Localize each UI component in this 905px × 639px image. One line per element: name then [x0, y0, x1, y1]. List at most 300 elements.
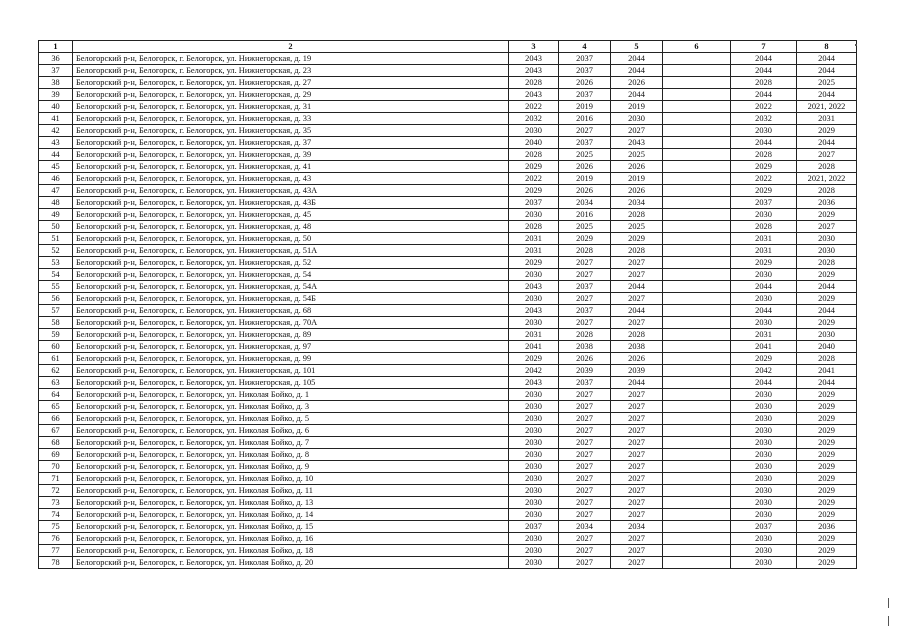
col-5-value-cell: 2044: [611, 281, 663, 293]
row-number-cell: 47: [39, 185, 73, 197]
col-8-value-cell: 2044: [797, 53, 857, 65]
col-8-value-cell: 2028: [797, 185, 857, 197]
col-5-value-cell: 2019: [611, 173, 663, 185]
row-number-cell: 48: [39, 197, 73, 209]
col-3-value-cell: 2029: [509, 161, 559, 173]
table-row: [39, 533, 857, 545]
address-cell: Белогорский р-н, Белогорск, г. Белогорск, ул. Нижнегорская, д. 50: [73, 233, 509, 245]
table-row: [39, 209, 857, 221]
row-number-cell: 42: [39, 125, 73, 137]
col-6-value-cell: [663, 293, 731, 305]
col-3-value-cell: 2042: [509, 365, 559, 377]
col-5-value-cell: 2043: [611, 137, 663, 149]
table-row: [39, 233, 857, 245]
address-cell: Белогорский р-н, Белогорск, г. Белогорск, ул. Николая Бойко, д. 11: [73, 485, 509, 497]
row-number-cell: 77: [39, 545, 73, 557]
address-cell: Белогорский р-н, Белогорск, г. Белогорск, ул. Нижнегорская, д. 54: [73, 269, 509, 281]
col-6-value-cell: [663, 545, 731, 557]
col-6-value-cell: [663, 137, 731, 149]
col-8-value-cell: 2029: [797, 533, 857, 545]
table-row: [39, 269, 857, 281]
row-number-cell: 76: [39, 533, 73, 545]
col-4-value-cell: 2028: [559, 245, 611, 257]
row-number-cell: 43: [39, 137, 73, 149]
col-5-value-cell: 2026: [611, 77, 663, 89]
col-8-value-cell: 2029: [797, 401, 857, 413]
table-row: [39, 293, 857, 305]
col-5-value-cell: 2027: [611, 389, 663, 401]
row-number-cell: 39: [39, 89, 73, 101]
col-3-value-cell: 2030: [509, 401, 559, 413]
row-number-cell: 71: [39, 473, 73, 485]
address-cell: Белогорский р-н, Белогорск, г. Белогорск, ул. Нижнегорская, д. 99: [73, 353, 509, 365]
row-number-cell: 66: [39, 413, 73, 425]
scan-mark: [888, 598, 889, 608]
table-header: [39, 41, 857, 53]
col-3-value-cell: 2028: [509, 221, 559, 233]
col-8-value-cell: 2044: [797, 305, 857, 317]
col-6-value-cell: [663, 269, 731, 281]
col-6-value-cell: [663, 197, 731, 209]
col-7-value-cell: 2030: [731, 401, 797, 413]
col-3-value-cell: 2030: [509, 557, 559, 569]
table-row: [39, 257, 857, 269]
col-6-value-cell: [663, 209, 731, 221]
col-4-value-cell: 2034: [559, 521, 611, 533]
col-8-value-cell: 2029: [797, 449, 857, 461]
address-cell: Белогорский р-н, Белогорск, г. Белогорск, ул. Николая Бойко, д. 20: [73, 557, 509, 569]
col-4-value-cell: 2027: [559, 449, 611, 461]
address-cell: Белогорский р-н, Белогорск, г. Белогорск, ул. Нижнегорская, д. 52: [73, 257, 509, 269]
col-6-value-cell: [663, 413, 731, 425]
col-4-value-cell: 2016: [559, 113, 611, 125]
col-8-value-cell: 2029: [797, 293, 857, 305]
column-header-7: 7: [731, 41, 797, 53]
col-8-value-cell: 2028: [797, 161, 857, 173]
table-row: [39, 353, 857, 365]
col-8-value-cell: 2029: [797, 461, 857, 473]
col-7-value-cell: 2028: [731, 77, 797, 89]
address-cell: Белогорский р-н, Белогорск, г. Белогорск, ул. Нижнегорская, д. 37: [73, 137, 509, 149]
col-7-value-cell: 2031: [731, 233, 797, 245]
col-3-value-cell: 2030: [509, 461, 559, 473]
row-number-cell: 51: [39, 233, 73, 245]
table-row: [39, 185, 857, 197]
col-7-value-cell: 2032: [731, 113, 797, 125]
data-table: [38, 40, 857, 569]
column-header-6: 6: [663, 41, 731, 53]
col-7-value-cell: 2030: [731, 557, 797, 569]
column-header-8: 8: [797, 41, 857, 53]
col-3-value-cell: 2030: [509, 413, 559, 425]
col-3-value-cell: 2030: [509, 473, 559, 485]
col-6-value-cell: [663, 365, 731, 377]
address-cell: Белогорский р-н, Белогорск, г. Белогорск, ул. Николая Бойко, д. 10: [73, 473, 509, 485]
col-7-value-cell: 2030: [731, 485, 797, 497]
address-cell: Белогорский р-н, Белогорск, г. Белогорск, ул. Нижнегорская, д. 43А: [73, 185, 509, 197]
col-4-value-cell: 2019: [559, 101, 611, 113]
col-7-value-cell: 2029: [731, 353, 797, 365]
col-4-value-cell: 2037: [559, 53, 611, 65]
table-row: [39, 53, 857, 65]
address-cell: Белогорский р-н, Белогорск, г. Белогорск, ул. Нижнегорская, д. 45: [73, 209, 509, 221]
col-7-value-cell: 2037: [731, 197, 797, 209]
col-5-value-cell: 2044: [611, 89, 663, 101]
table-row: [39, 125, 857, 137]
col-7-value-cell: 2030: [731, 509, 797, 521]
col-8-value-cell: 2041: [797, 365, 857, 377]
address-cell: Белогорский р-н, Белогорск, г. Белогорск, ул. Нижнегорская, д. 101: [73, 365, 509, 377]
col-5-value-cell: 2028: [611, 329, 663, 341]
col-3-value-cell: 2030: [509, 497, 559, 509]
table-row: [39, 161, 857, 173]
col-5-value-cell: 2044: [611, 377, 663, 389]
col-3-value-cell: 2030: [509, 425, 559, 437]
col-6-value-cell: [663, 449, 731, 461]
address-cell: Белогорский р-н, Белогорск, г. Белогорск, ул. Нижнегорская, д. 43: [73, 173, 509, 185]
col-5-value-cell: 2029: [611, 233, 663, 245]
col-8-value-cell: 2029: [797, 437, 857, 449]
col-3-value-cell: 2022: [509, 101, 559, 113]
col-6-value-cell: [663, 473, 731, 485]
col-3-value-cell: 2037: [509, 521, 559, 533]
col-8-value-cell: 2040: [797, 341, 857, 353]
row-number-cell: 36: [39, 53, 73, 65]
col-4-value-cell: 2034: [559, 197, 611, 209]
row-number-cell: 46: [39, 173, 73, 185]
scan-mark: [888, 616, 889, 626]
row-number-cell: 65: [39, 401, 73, 413]
row-number-cell: 58: [39, 317, 73, 329]
address-cell: Белогорский р-н, Белогорск, г. Белогорск, ул. Нижнегорская, д. 27: [73, 77, 509, 89]
address-cell: Белогорский р-н, Белогорск, г. Белогорск, ул. Николая Бойко, д. 8: [73, 449, 509, 461]
col-3-value-cell: 2043: [509, 377, 559, 389]
col-3-value-cell: 2041: [509, 341, 559, 353]
col-6-value-cell: [663, 125, 731, 137]
row-number-cell: 40: [39, 101, 73, 113]
col-4-value-cell: 2039: [559, 365, 611, 377]
col-8-value-cell: 2029: [797, 269, 857, 281]
col-8-value-cell: 2044: [797, 137, 857, 149]
row-number-cell: 74: [39, 509, 73, 521]
column-header-5: 5: [611, 41, 663, 53]
col-6-value-cell: [663, 317, 731, 329]
col-6-value-cell: [663, 533, 731, 545]
row-number-cell: 53: [39, 257, 73, 269]
col-8-value-cell: 2028: [797, 257, 857, 269]
col-6-value-cell: [663, 221, 731, 233]
address-cell: Белогорский р-н, Белогорск, г. Белогорск, ул. Нижнегорская, д. 33: [73, 113, 509, 125]
col-6-value-cell: [663, 377, 731, 389]
col-3-value-cell: 2028: [509, 149, 559, 161]
table-row: [39, 101, 857, 113]
col-4-value-cell: 2038: [559, 341, 611, 353]
col-7-value-cell: 2044: [731, 53, 797, 65]
col-4-value-cell: 2027: [559, 557, 611, 569]
col-5-value-cell: 2027: [611, 497, 663, 509]
col-7-value-cell: 2044: [731, 65, 797, 77]
col-8-value-cell: 2029: [797, 497, 857, 509]
col-3-value-cell: 2031: [509, 329, 559, 341]
col-6-value-cell: [663, 101, 731, 113]
col-6-value-cell: [663, 233, 731, 245]
col-8-value-cell: 2025: [797, 77, 857, 89]
table-row: [39, 89, 857, 101]
col-8-value-cell: 2030: [797, 245, 857, 257]
table-row: [39, 137, 857, 149]
address-cell: Белогорский р-н, Белогорск, г. Белогорск, ул. Николая Бойко, д. 7: [73, 437, 509, 449]
col-6-value-cell: [663, 245, 731, 257]
address-cell: Белогорский р-н, Белогорск, г. Белогорск, ул. Николая Бойко, д. 14: [73, 509, 509, 521]
col-7-value-cell: 2030: [731, 449, 797, 461]
col-3-value-cell: 2043: [509, 305, 559, 317]
address-cell: Белогорский р-н, Белогорск, г. Белогорск, ул. Нижнегорская, д. 23: [73, 65, 509, 77]
col-8-value-cell: 2044: [797, 281, 857, 293]
address-cell: Белогорский р-н, Белогорск, г. Белогорск, ул. Нижнегорская, д. 39: [73, 149, 509, 161]
row-number-cell: 45: [39, 161, 73, 173]
col-4-value-cell: 2037: [559, 377, 611, 389]
col-3-value-cell: 2030: [509, 485, 559, 497]
col-6-value-cell: [663, 173, 731, 185]
col-3-value-cell: 2031: [509, 233, 559, 245]
col-4-value-cell: 2027: [559, 485, 611, 497]
col-7-value-cell: 2022: [731, 173, 797, 185]
col-5-value-cell: 2027: [611, 401, 663, 413]
col-5-value-cell: 2027: [611, 413, 663, 425]
address-cell: Белогорский р-н, Белогорск, г. Белогорск, ул. Нижнегорская, д. 105: [73, 377, 509, 389]
table-row: [39, 305, 857, 317]
col-4-value-cell: 2027: [559, 317, 611, 329]
row-number-cell: 73: [39, 497, 73, 509]
table-row: [39, 365, 857, 377]
address-cell: Белогорский р-н, Белогорск, г. Белогорск, ул. Нижнегорская, д. 68: [73, 305, 509, 317]
col-8-value-cell: 2044: [797, 377, 857, 389]
col-8-value-cell: 2029: [797, 413, 857, 425]
table-row: [39, 545, 857, 557]
col-4-value-cell: 2027: [559, 401, 611, 413]
col-6-value-cell: [663, 65, 731, 77]
row-number-cell: 55: [39, 281, 73, 293]
col-6-value-cell: [663, 437, 731, 449]
col-7-value-cell: 2042: [731, 365, 797, 377]
col-3-value-cell: 2030: [509, 449, 559, 461]
col-6-value-cell: [663, 497, 731, 509]
col-6-value-cell: [663, 281, 731, 293]
header-row: [39, 41, 857, 53]
address-cell: Белогорский р-н, Белогорск, г. Белогорск, ул. Нижнегорская, д. 89: [73, 329, 509, 341]
col-6-value-cell: [663, 557, 731, 569]
col-6-value-cell: [663, 257, 731, 269]
row-number-cell: 61: [39, 353, 73, 365]
col-3-value-cell: 2030: [509, 389, 559, 401]
col-3-value-cell: 2030: [509, 125, 559, 137]
col-5-value-cell: 2025: [611, 149, 663, 161]
column-header-4: 4: [559, 41, 611, 53]
col-8-value-cell: 2029: [797, 317, 857, 329]
col-4-value-cell: 2027: [559, 473, 611, 485]
col-4-value-cell: 2029: [559, 233, 611, 245]
address-cell: Белогорский р-н, Белогорск, г. Белогорск, ул. Николая Бойко, д. 6: [73, 425, 509, 437]
row-number-cell: 72: [39, 485, 73, 497]
col-7-value-cell: 2037: [731, 521, 797, 533]
address-cell: Белогорский р-н, Белогорск, г. Белогорск, ул. Нижнегорская, д. 29: [73, 89, 509, 101]
col-6-value-cell: [663, 353, 731, 365]
col-5-value-cell: 2027: [611, 485, 663, 497]
col-7-value-cell: 2044: [731, 377, 797, 389]
col-4-value-cell: 2027: [559, 509, 611, 521]
col-7-value-cell: 2030: [731, 293, 797, 305]
col-6-value-cell: [663, 89, 731, 101]
col-7-value-cell: 2030: [731, 425, 797, 437]
col-5-value-cell: 2026: [611, 353, 663, 365]
address-cell: Белогорский р-н, Белогорск, г. Белогорск, ул. Николая Бойко, д. 9: [73, 461, 509, 473]
col-5-value-cell: 2027: [611, 509, 663, 521]
col-5-value-cell: 2044: [611, 65, 663, 77]
col-8-value-cell: 2044: [797, 65, 857, 77]
col-7-value-cell: 2028: [731, 221, 797, 233]
col-3-value-cell: 2030: [509, 545, 559, 557]
col-6-value-cell: [663, 425, 731, 437]
col-3-value-cell: 2040: [509, 137, 559, 149]
col-6-value-cell: [663, 305, 731, 317]
col-7-value-cell: 2044: [731, 137, 797, 149]
col-6-value-cell: [663, 113, 731, 125]
col-5-value-cell: 2027: [611, 125, 663, 137]
row-number-cell: 57: [39, 305, 73, 317]
col-6-value-cell: [663, 521, 731, 533]
col-4-value-cell: 2027: [559, 389, 611, 401]
col-3-value-cell: 2030: [509, 209, 559, 221]
col-8-value-cell: 2028: [797, 353, 857, 365]
table-row: [39, 437, 857, 449]
table-row: [39, 389, 857, 401]
col-3-value-cell: 2029: [509, 185, 559, 197]
row-number-cell: 60: [39, 341, 73, 353]
col-8-value-cell: 2029: [797, 425, 857, 437]
col-7-value-cell: 2028: [731, 149, 797, 161]
table-row: [39, 113, 857, 125]
table-row: [39, 401, 857, 413]
col-5-value-cell: 2027: [611, 557, 663, 569]
table-row: [39, 197, 857, 209]
row-number-cell: 37: [39, 65, 73, 77]
column-header-1: 1: [39, 41, 73, 53]
col-4-value-cell: 2027: [559, 293, 611, 305]
address-cell: Белогорский р-н, Белогорск, г. Белогорск, ул. Нижнегорская, д. 19: [73, 53, 509, 65]
col-7-value-cell: 2030: [731, 125, 797, 137]
column-header-3: 3: [509, 41, 559, 53]
col-4-value-cell: 2027: [559, 125, 611, 137]
table-row: [39, 413, 857, 425]
col-6-value-cell: [663, 401, 731, 413]
col-5-value-cell: 2027: [611, 473, 663, 485]
address-cell: Белогорский р-н, Белогорск, г. Белогорск, ул. Нижнегорская, д. 43Б: [73, 197, 509, 209]
col-7-value-cell: 2031: [731, 329, 797, 341]
row-number-cell: 67: [39, 425, 73, 437]
col-4-value-cell: 2027: [559, 269, 611, 281]
address-cell: Белогорский р-н, Белогорск, г. Белогорск, ул. Николая Бойко, д. 3: [73, 401, 509, 413]
col-7-value-cell: 2030: [731, 497, 797, 509]
col-3-value-cell: 2029: [509, 257, 559, 269]
col-6-value-cell: [663, 329, 731, 341]
col-4-value-cell: 2027: [559, 413, 611, 425]
col-8-value-cell: 2029: [797, 557, 857, 569]
col-8-value-cell: 2036: [797, 521, 857, 533]
col-3-value-cell: 2028: [509, 77, 559, 89]
col-8-value-cell: 2029: [797, 209, 857, 221]
col-4-value-cell: 2025: [559, 149, 611, 161]
col-4-value-cell: 2016: [559, 209, 611, 221]
col-6-value-cell: [663, 485, 731, 497]
col-7-value-cell: 2030: [731, 473, 797, 485]
col-6-value-cell: [663, 185, 731, 197]
col-5-value-cell: 2028: [611, 245, 663, 257]
table-row: [39, 521, 857, 533]
table-row: [39, 65, 857, 77]
col-5-value-cell: 2027: [611, 317, 663, 329]
row-number-cell: 54: [39, 269, 73, 281]
table-row: [39, 149, 857, 161]
table-row: [39, 77, 857, 89]
col-4-value-cell: 2037: [559, 65, 611, 77]
col-6-value-cell: [663, 509, 731, 521]
col-4-value-cell: 2037: [559, 281, 611, 293]
col-4-value-cell: 2037: [559, 137, 611, 149]
col-8-value-cell: 2021, 2022: [797, 101, 857, 113]
col-5-value-cell: 2027: [611, 425, 663, 437]
col-3-value-cell: 2043: [509, 89, 559, 101]
table-row: [39, 557, 857, 569]
col-5-value-cell: 2026: [611, 161, 663, 173]
address-cell: Белогорский р-н, Белогорск, г. Белогорск, ул. Николая Бойко, д. 13: [73, 497, 509, 509]
col-7-value-cell: 2029: [731, 161, 797, 173]
row-number-cell: 59: [39, 329, 73, 341]
col-4-value-cell: 2026: [559, 185, 611, 197]
row-number-cell: 68: [39, 437, 73, 449]
col-8-value-cell: 2030: [797, 233, 857, 245]
address-cell: Белогорский р-н, Белогорск, г. Белогорск, ул. Нижнегорская, д. 51А: [73, 245, 509, 257]
table-row: [39, 509, 857, 521]
col-4-value-cell: 2027: [559, 533, 611, 545]
col-8-value-cell: 2029: [797, 125, 857, 137]
col-3-value-cell: 2030: [509, 293, 559, 305]
table-row: [39, 485, 857, 497]
col-5-value-cell: 2026: [611, 185, 663, 197]
col-7-value-cell: 2029: [731, 257, 797, 269]
col-4-value-cell: 2027: [559, 461, 611, 473]
col-7-value-cell: 2030: [731, 437, 797, 449]
address-cell: Белогорский р-н, Белогорск, г. Белогорск, ул. Николая Бойко, д. 16: [73, 533, 509, 545]
col-4-value-cell: 2019: [559, 173, 611, 185]
col-8-value-cell: 2036: [797, 197, 857, 209]
col-3-value-cell: 2030: [509, 437, 559, 449]
col-3-value-cell: 2037: [509, 197, 559, 209]
address-cell: Белогорский р-н, Белогорск, г. Белогорск, ул. Николая Бойко, д. 15: [73, 521, 509, 533]
col-7-value-cell: 2044: [731, 281, 797, 293]
col-7-value-cell: 2030: [731, 461, 797, 473]
row-number-cell: 62: [39, 365, 73, 377]
col-6-value-cell: [663, 77, 731, 89]
col-8-value-cell: 2029: [797, 473, 857, 485]
table-row: [39, 473, 857, 485]
col-4-value-cell: 2027: [559, 497, 611, 509]
col-7-value-cell: 2030: [731, 389, 797, 401]
table-row: [39, 341, 857, 353]
col-7-value-cell: 2030: [731, 209, 797, 221]
col-7-value-cell: 2030: [731, 317, 797, 329]
col-5-value-cell: 2038: [611, 341, 663, 353]
col-4-value-cell: 2027: [559, 437, 611, 449]
